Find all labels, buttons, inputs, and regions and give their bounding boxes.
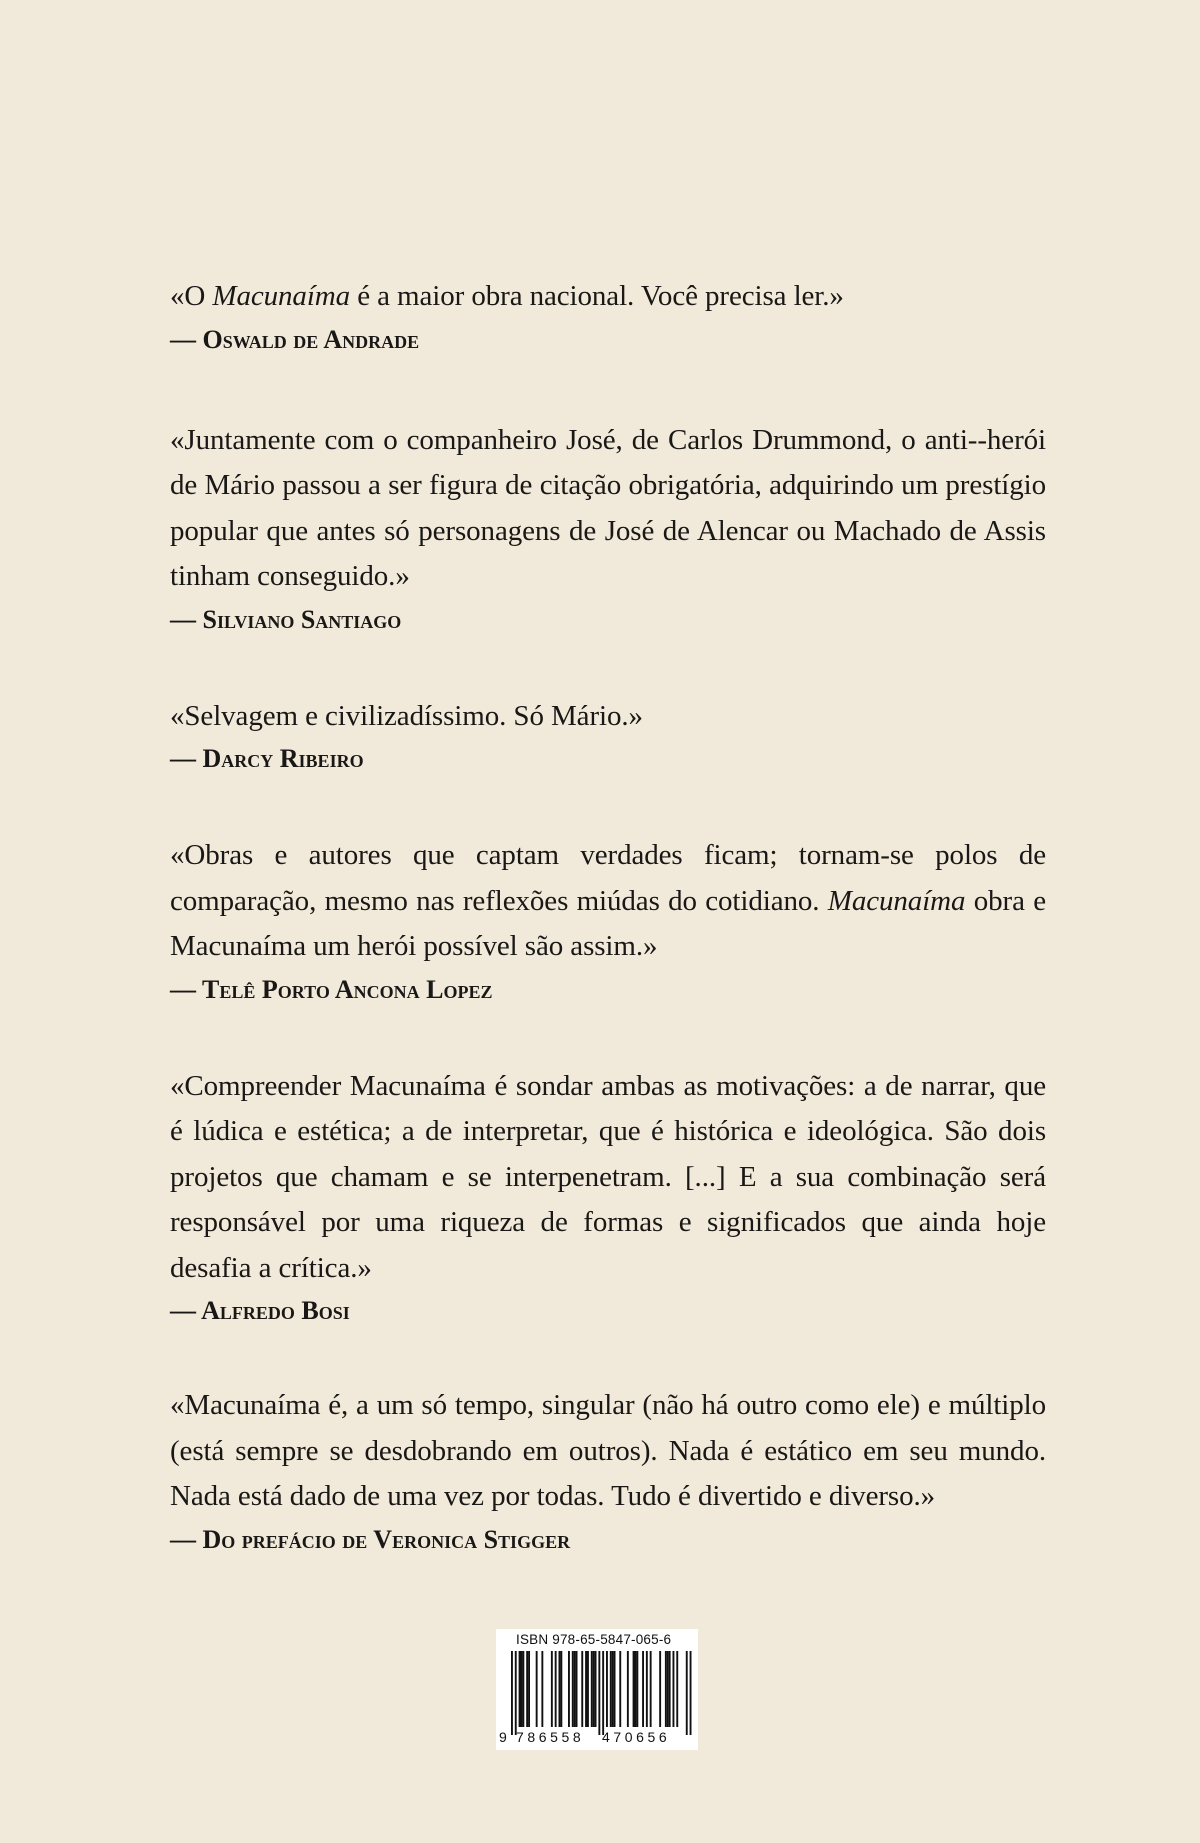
quote-attribution: — Oswald de Andrade [170,324,420,354]
quote-block [170,1383,1046,1560]
barcode-bar [667,1651,669,1727]
quote-text [170,833,1046,970]
quote-block [170,418,1046,640]
barcode-bar [511,1651,513,1735]
barcode-bar [665,1651,667,1727]
barcode-bar [522,1651,524,1727]
quote-block [170,833,1046,1010]
isbn-label: ISBN 978-65-5847-065-6 [516,1632,672,1647]
barcode-bar [633,1651,635,1727]
barcode-bar [593,1651,595,1727]
quote-block [170,1064,1046,1332]
barcode-bar [642,1651,644,1727]
quote-text: «Macunaíma é, a um só tempo, singular (não há outro como ele) e múltiplo (está sempre se desdobrando em outros). Nada é estático em seu mundo. Nada está dado de uma vez por todas. Tudo é divertido e diverso.» [170,1389,1046,1512]
barcode-bar [576,1651,578,1727]
quote-attribution: — Telê Porto Ancona Lopez [170,974,493,1004]
quote-text-part: «O [170,280,213,312]
barcode-bar [690,1651,692,1735]
quote-text [170,274,1046,320]
barcode-bar [536,1651,538,1727]
back-cover-quotes [170,274,1046,1614]
quote-text: «Compreender Macunaíma é sondar ambas as motivações: a de narrar, que é lúdica e estética; a de interpretar, que é histórica e ideológica. São dois projetos que chamam e se interpenetram. [...] E a sua combinação será responsável por uma riqueza de formas e significados que ainda hoje desafia a crítica.» [170,1069,1046,1284]
barcode-bar [526,1651,528,1727]
isbn-barcode [496,1629,698,1750]
barcode-bar [551,1651,553,1727]
barcode-bar [659,1651,661,1727]
barcode-bar [519,1651,521,1727]
quote-block [170,274,1046,360]
barcode-bar [619,1651,621,1727]
barcode-bar [686,1651,688,1735]
barcode-bar [560,1651,562,1727]
barcode-bar [572,1651,574,1727]
barcode-bar [541,1651,543,1727]
barcode-bar [528,1651,530,1727]
barcode-bar [669,1651,671,1727]
quote-text: «Juntamente com o companheiro José, de Carlos Drummond, o anti--herói de Mário passou a ser figura de citação obrigatória, adquirindo um prestígio popular que antes só personagens de José de Alencar ou Machado de Assis tinham conseguido.» [170,423,1046,592]
quote-attribution: — Darcy Ribeiro [170,744,364,773]
quote-block [170,694,1046,780]
barcode-bar [591,1651,593,1727]
barcode-bar [521,1651,523,1727]
barcode-bar [515,1651,517,1735]
barcode-bar [606,1651,608,1727]
quote-text-part: é a maior obra nacional. Você precisa ler.» [350,280,844,312]
barcode-bar [555,1651,557,1727]
barcode-bar [602,1651,604,1735]
quote-book-title: Macunaíma [827,884,966,917]
quote-attribution: — Do prefácio de Veronica Stigger [170,1524,571,1554]
quote-text: «Selvagem e civilizadíssimo. Só Mário.» [170,699,643,732]
barcode-bar [627,1651,629,1727]
barcode-bar [636,1651,638,1727]
quote-text-part: obra e Macunaíma um herói possível são assim.» [170,884,1046,962]
barcode-bar [595,1651,597,1727]
quote-attribution: — Alfredo Bosi [170,1296,350,1325]
barcode-bar [673,1651,675,1727]
quote-attribution: — Silviano Santiago [170,604,402,634]
quote-book-title: Macunaíma [212,280,351,312]
barcode-bar [676,1651,678,1727]
barcode-bar [598,1651,600,1735]
quote-text-part: «Obras e autores que captam verdades ficam; tornam-se polos de comparação, mesmo nas reflexões miúdas do cotidiano. [170,839,1046,917]
barcode-bar [635,1651,637,1727]
barcode-bar [581,1651,583,1727]
barcode-bar [568,1651,570,1727]
barcode-bar [646,1651,648,1727]
barcode-bar [614,1651,616,1727]
barcode-digits-right: 470656 [602,1729,671,1745]
barcode-bar [650,1651,652,1727]
barcode-digit-first: 9 [499,1729,511,1745]
barcode-bar [612,1651,614,1727]
barcode-bar [587,1651,589,1727]
barcode-bar [559,1651,561,1727]
barcode-digits-left: 786558 [516,1729,585,1745]
barcode-bar [585,1651,587,1727]
barcode-bar [610,1651,612,1727]
barcode-bar [574,1651,576,1727]
